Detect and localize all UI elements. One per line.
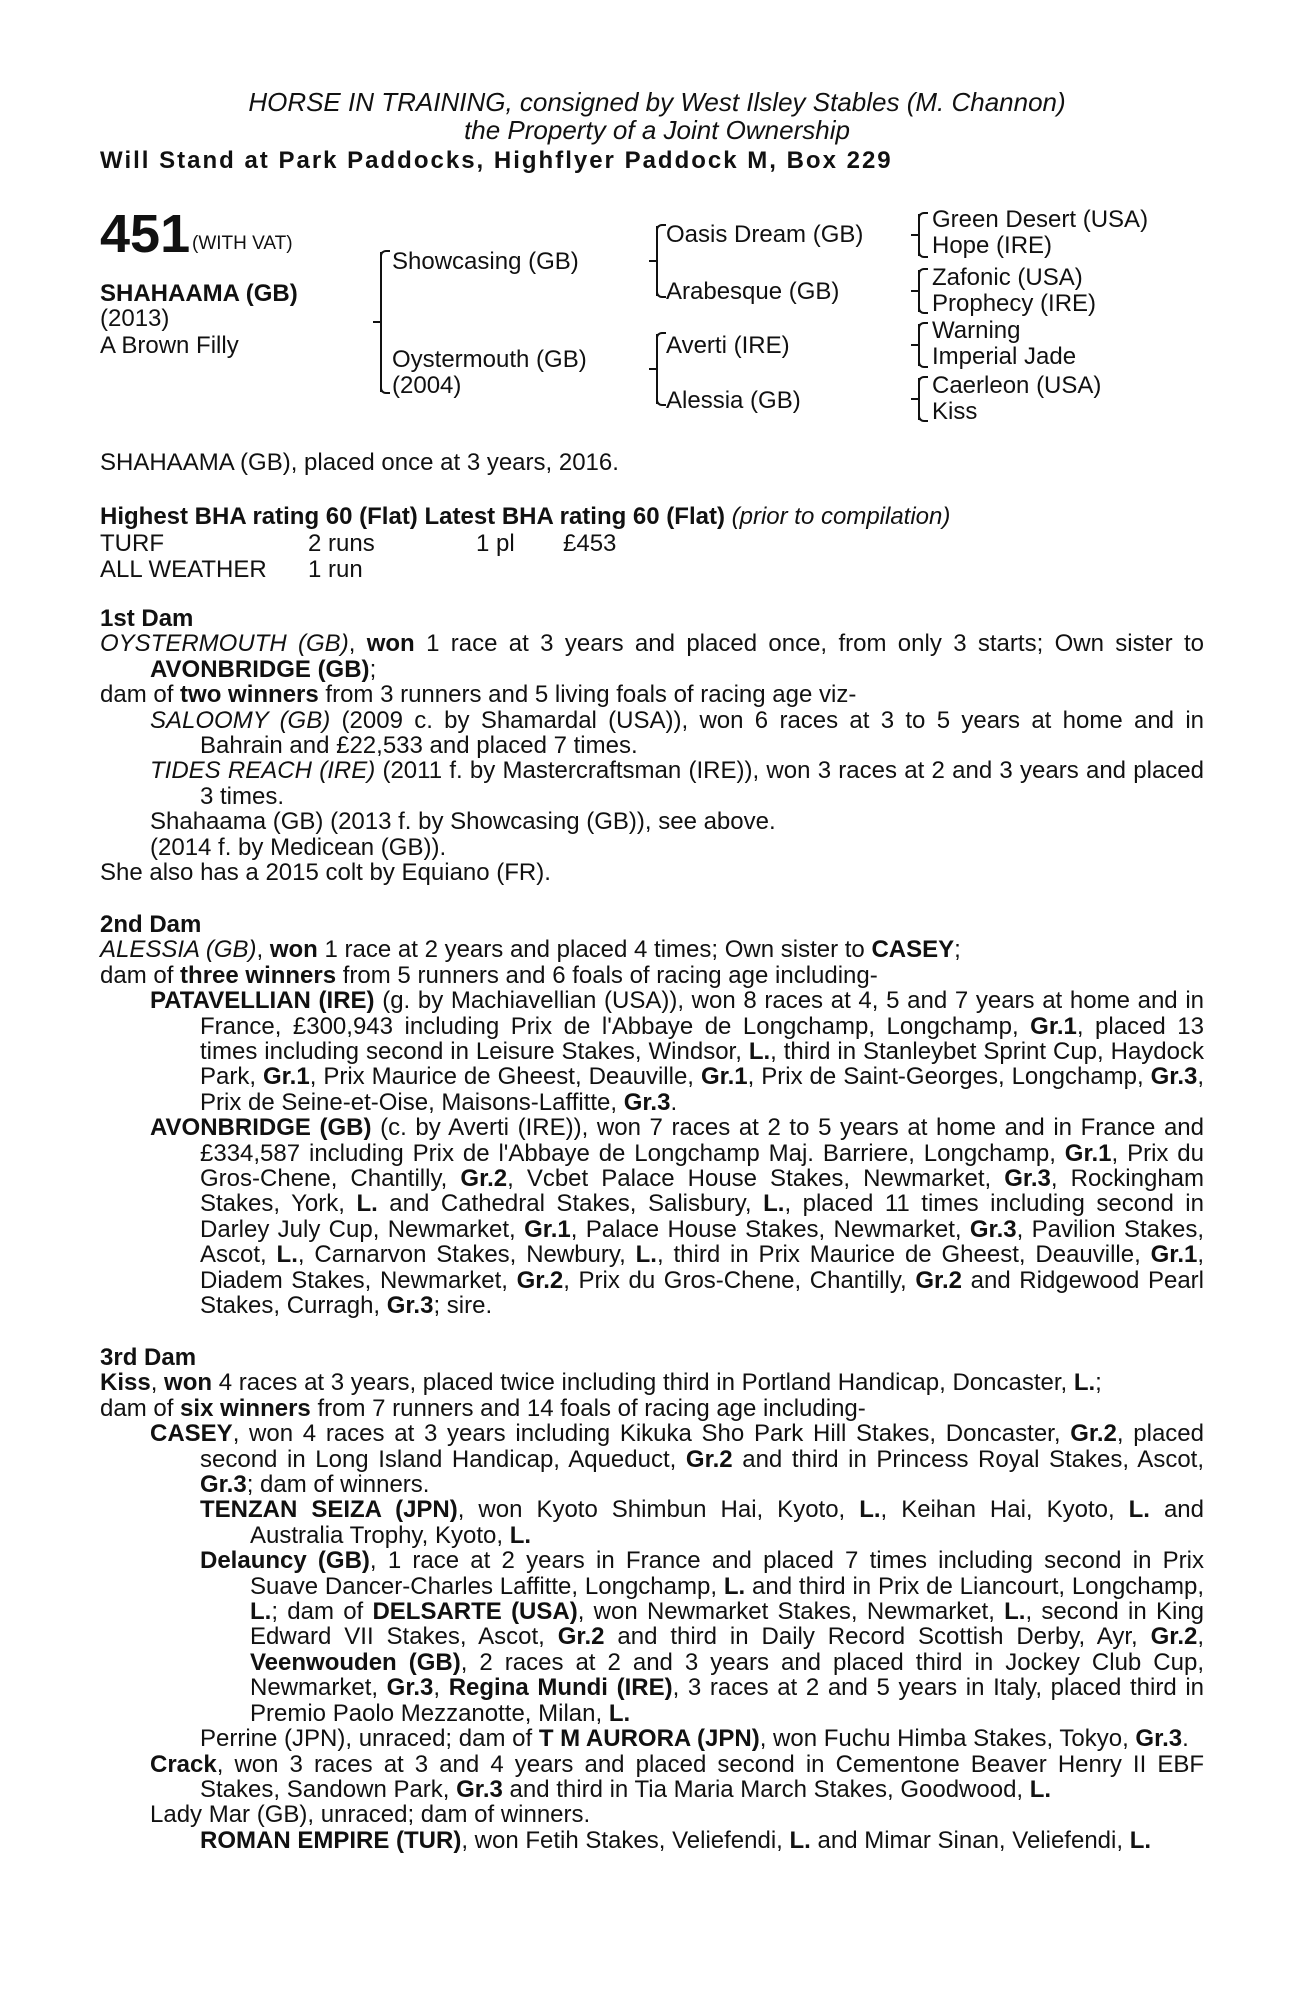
horse-name: SHAHAAMA (GB) (100, 280, 298, 307)
runner-lady-mar: Lady Mar (GB), unraced; dam of winners. (150, 1801, 591, 1829)
turf-placings: 1 pl (476, 530, 515, 557)
pedigree-dam-sire: Averti (IRE) (666, 332, 790, 359)
rating-line (100, 504, 950, 530)
rating-text: Highest BHA rating 60 (Flat) Latest BHA rating 60 (Flat) (100, 503, 725, 530)
pedigree-g2: Hope (IRE) (932, 232, 1053, 259)
second-dam-line: ALESSIA (GB), won 1 race at 2 years and placed 4 times; Own sister to CASEY; (100, 936, 961, 964)
pedigree-g7: Caerleon (USA) (932, 372, 1102, 399)
first-dam-line: OYSTERMOUTH (GB), won 1 race at 3 years and placed once, from only 3 starts; Own sister to AVONBRIDGE (GB); (100, 630, 1204, 683)
third-dam-section (100, 1345, 1204, 1853)
first-dam-section (100, 606, 1204, 885)
third-dam-line: Kiss, won 4 races at 3 years, placed twice including third in Portland Handicap, Doncaster, L.; (100, 1369, 1102, 1397)
first-dam-heading: 1st Dam (100, 605, 194, 632)
race-summary: SHAHAAMA (GB), placed once at 3 years, 2016. (100, 449, 619, 476)
foal-shahaama: Shahaama (GB) (2013 f. by Showcasing (GB)), see above. (150, 808, 776, 836)
all-weather-runs: 1 run (308, 556, 363, 583)
turf-prize-money: £453 (563, 530, 617, 557)
header-consignor: HORSE IN TRAINING, consigned by West Ilsley Stables (M. Channon) (248, 87, 1066, 117)
runner-patavellian: PATAVELLIAN (IRE) (g. by Machiavellian (USA)), won 8 races at 4, 5 and 7 years at home and in France, £300,943 including Prix de l'Abbaye de Longchamp, Longchamp, Gr.1, placed 13 times including second in Leisure Stakes, Windsor, L., third in Stanleybet Sprint Cup, Haydock Park, Gr.1, Prix Maurice de Gheest, Deauville, Gr.1, Prix de Saint-Georges, Longchamp, Gr.3, Prix de Seine-et-Oise, Maisons-Laffitte, Gr.3. (150, 987, 1205, 1116)
pedigree-sire-dam: Arabesque (GB) (666, 278, 840, 305)
header-ownership: the Property of a Joint Ownership (464, 115, 850, 145)
foal-2014: (2014 f. by Medicean (GB)). (150, 833, 447, 861)
runner-roman-empire: ROMAN EMPIRE (TUR), won Fetih Stakes, Veliefendi, L. and Mimar Sinan, Veliefendi, L. (200, 1826, 1152, 1854)
third-dam-produce: dam of six winners from 7 runners and 14 foals of racing age including- (100, 1394, 866, 1422)
turf-runs: 2 runs (308, 530, 375, 557)
second-dam-section (100, 912, 1204, 1319)
pedigree-g6: Imperial Jade (932, 343, 1077, 370)
runner-perrine: Perrine (JPN), unraced; dam of T M AURORA (JPN), won Fuchu Himba Stakes, Tokyo, Gr.3. (200, 1725, 1189, 1753)
pedigree-dam-dam: Alessia (GB) (666, 387, 801, 414)
pedigree-bracket-g1 (918, 214, 920, 256)
pedigree-sire: Showcasing (GB) (392, 248, 579, 275)
pedigree-bracket-g3 (918, 324, 920, 366)
runner-tenzan-seiza: TENZAN SEIZA (JPN), won Kyoto Shimbun Hai, Kyoto, L., Keihan Hai, Kyoto, L. and Australia Trophy, Kyoto, L. (200, 1496, 1204, 1549)
pedigree-bracket-g2 (918, 270, 920, 312)
rating-note: (prior to compilation) (731, 503, 951, 530)
pedigree-bracket-sire (656, 226, 658, 296)
pedigree-bracket-parents (380, 252, 382, 392)
lot-number: 451 (100, 204, 191, 264)
runner-casey: CASEY, won 4 races at 3 years including Kikuka Sho Park Hill Stakes, Doncaster, Gr.2, placed second in Long Island Handicap, Aqueduct, Gr.2 and third in Princess Royal Stakes, Ascot, Gr.3; dam of winners. (150, 1420, 1204, 1499)
pedigree-g4: Prophecy (IRE) (932, 290, 1097, 317)
horse-description: A Brown Filly (100, 332, 239, 359)
foal-tides-reach: TIDES REACH (IRE) (2011 f. by Mastercraftsman (IRE)), won 3 races at 2 and 3 years and placed 3 times. (150, 757, 1205, 810)
pedigree-bracket-g4 (918, 378, 920, 420)
third-dam-heading: 3rd Dam (100, 1344, 197, 1371)
foal-2015: She also has a 2015 colt by Equiano (FR). (100, 859, 551, 887)
all-weather-label: ALL WEATHER (100, 556, 267, 583)
runner-delauncy: Delauncy (GB), 1 race at 2 years in France and placed 7 times including second in Prix Suave Dancer-Charles Laffitte, Longchamp, L. and third in Prix de Liancourt, Longchamp, L.; dam of DELSARTE (USA), won Newmarket Stakes, Newmarket, L., second in King Edward VII Stakes, Ascot, Gr.2 and third in Daily Record Scottish Derby, Ayr, Gr.2, Veenwouden (GB), 2 races at 2 and 3 years and placed third in Jockey Club Cup, Newmarket, Gr.3, Regina Mundi (IRE), 3 races at 2 and 5 years in Italy, placed third in Premio Paolo Mezzanotte, Milan, L. (200, 1547, 1205, 1727)
pedigree-g8: Kiss (932, 398, 978, 425)
header-location: Will Stand at Park Paddocks, Highflyer Paddock M, Box 229 (100, 147, 893, 174)
foal-saloomy: SALOOMY (GB) (2009 c. by Shamardal (USA)), won 6 races at 3 to 5 years at home and in Bahrain and £22,533 and placed 7 times. (150, 706, 1205, 760)
pedigree-sire-sire: Oasis Dream (GB) (666, 221, 864, 248)
second-dam-produce: dam of three winners from 5 runners and 6 foals of racing age including- (100, 961, 878, 989)
pedigree-dam-year: (2004) (392, 372, 462, 399)
runner-avonbridge: AVONBRIDGE (GB) (c. by Averti (IRE)), won 7 races at 2 to 5 years at home and in France and £334,587 including Prix de l'Abbaye de Longchamp Maj. Barriere, Longchamp, Gr.1, Prix du Gros-Chene, Chantilly, Gr.2, Vcbet Palace House Stakes, Newmarket, Gr.3, Rockingham Stakes, York, L. and Cathedral Stakes, Salisbury, L., placed 11 times including second in Darley July Cup, Newmarket, Gr.1, Palace House Stakes, Newmarket, Gr.3, Pavilion Stakes, Ascot, L., Carnarvon Stakes, Newbury, L., third in Prix Maurice de Gheest, Deauville, Gr.1, Diadem Stakes, Newmarket, Gr.2, Prix du Gros-Chene, Chantilly, Gr.2 and Ridgewood Pearl Stakes, Curragh, Gr.3; sire. (150, 1114, 1205, 1320)
second-dam-heading: 2nd Dam (100, 911, 202, 938)
pedigree-g3: Zafonic (USA) (932, 264, 1083, 291)
pedigree-bracket-dam (656, 334, 658, 404)
turf-label: TURF (100, 530, 164, 557)
horse-year: (2013) (100, 305, 170, 332)
vat-note: (WITH VAT) (192, 233, 293, 254)
pedigree-dam: Oystermouth (GB) (392, 346, 587, 373)
runner-crack: Crack, won 3 races at 3 and 4 years and placed second in Cementone Beaver Henry II EBF Stakes, Sandown Park, Gr.3 and third in Tia Maria March Stakes, Goodwood, L. (150, 1750, 1204, 1803)
first-dam-produce: dam of two winners from 3 runners and 5 living foals of racing age viz- (100, 681, 857, 709)
pedigree-g5: Warning (932, 317, 1021, 344)
pedigree-g1: Green Desert (USA) (932, 206, 1149, 233)
